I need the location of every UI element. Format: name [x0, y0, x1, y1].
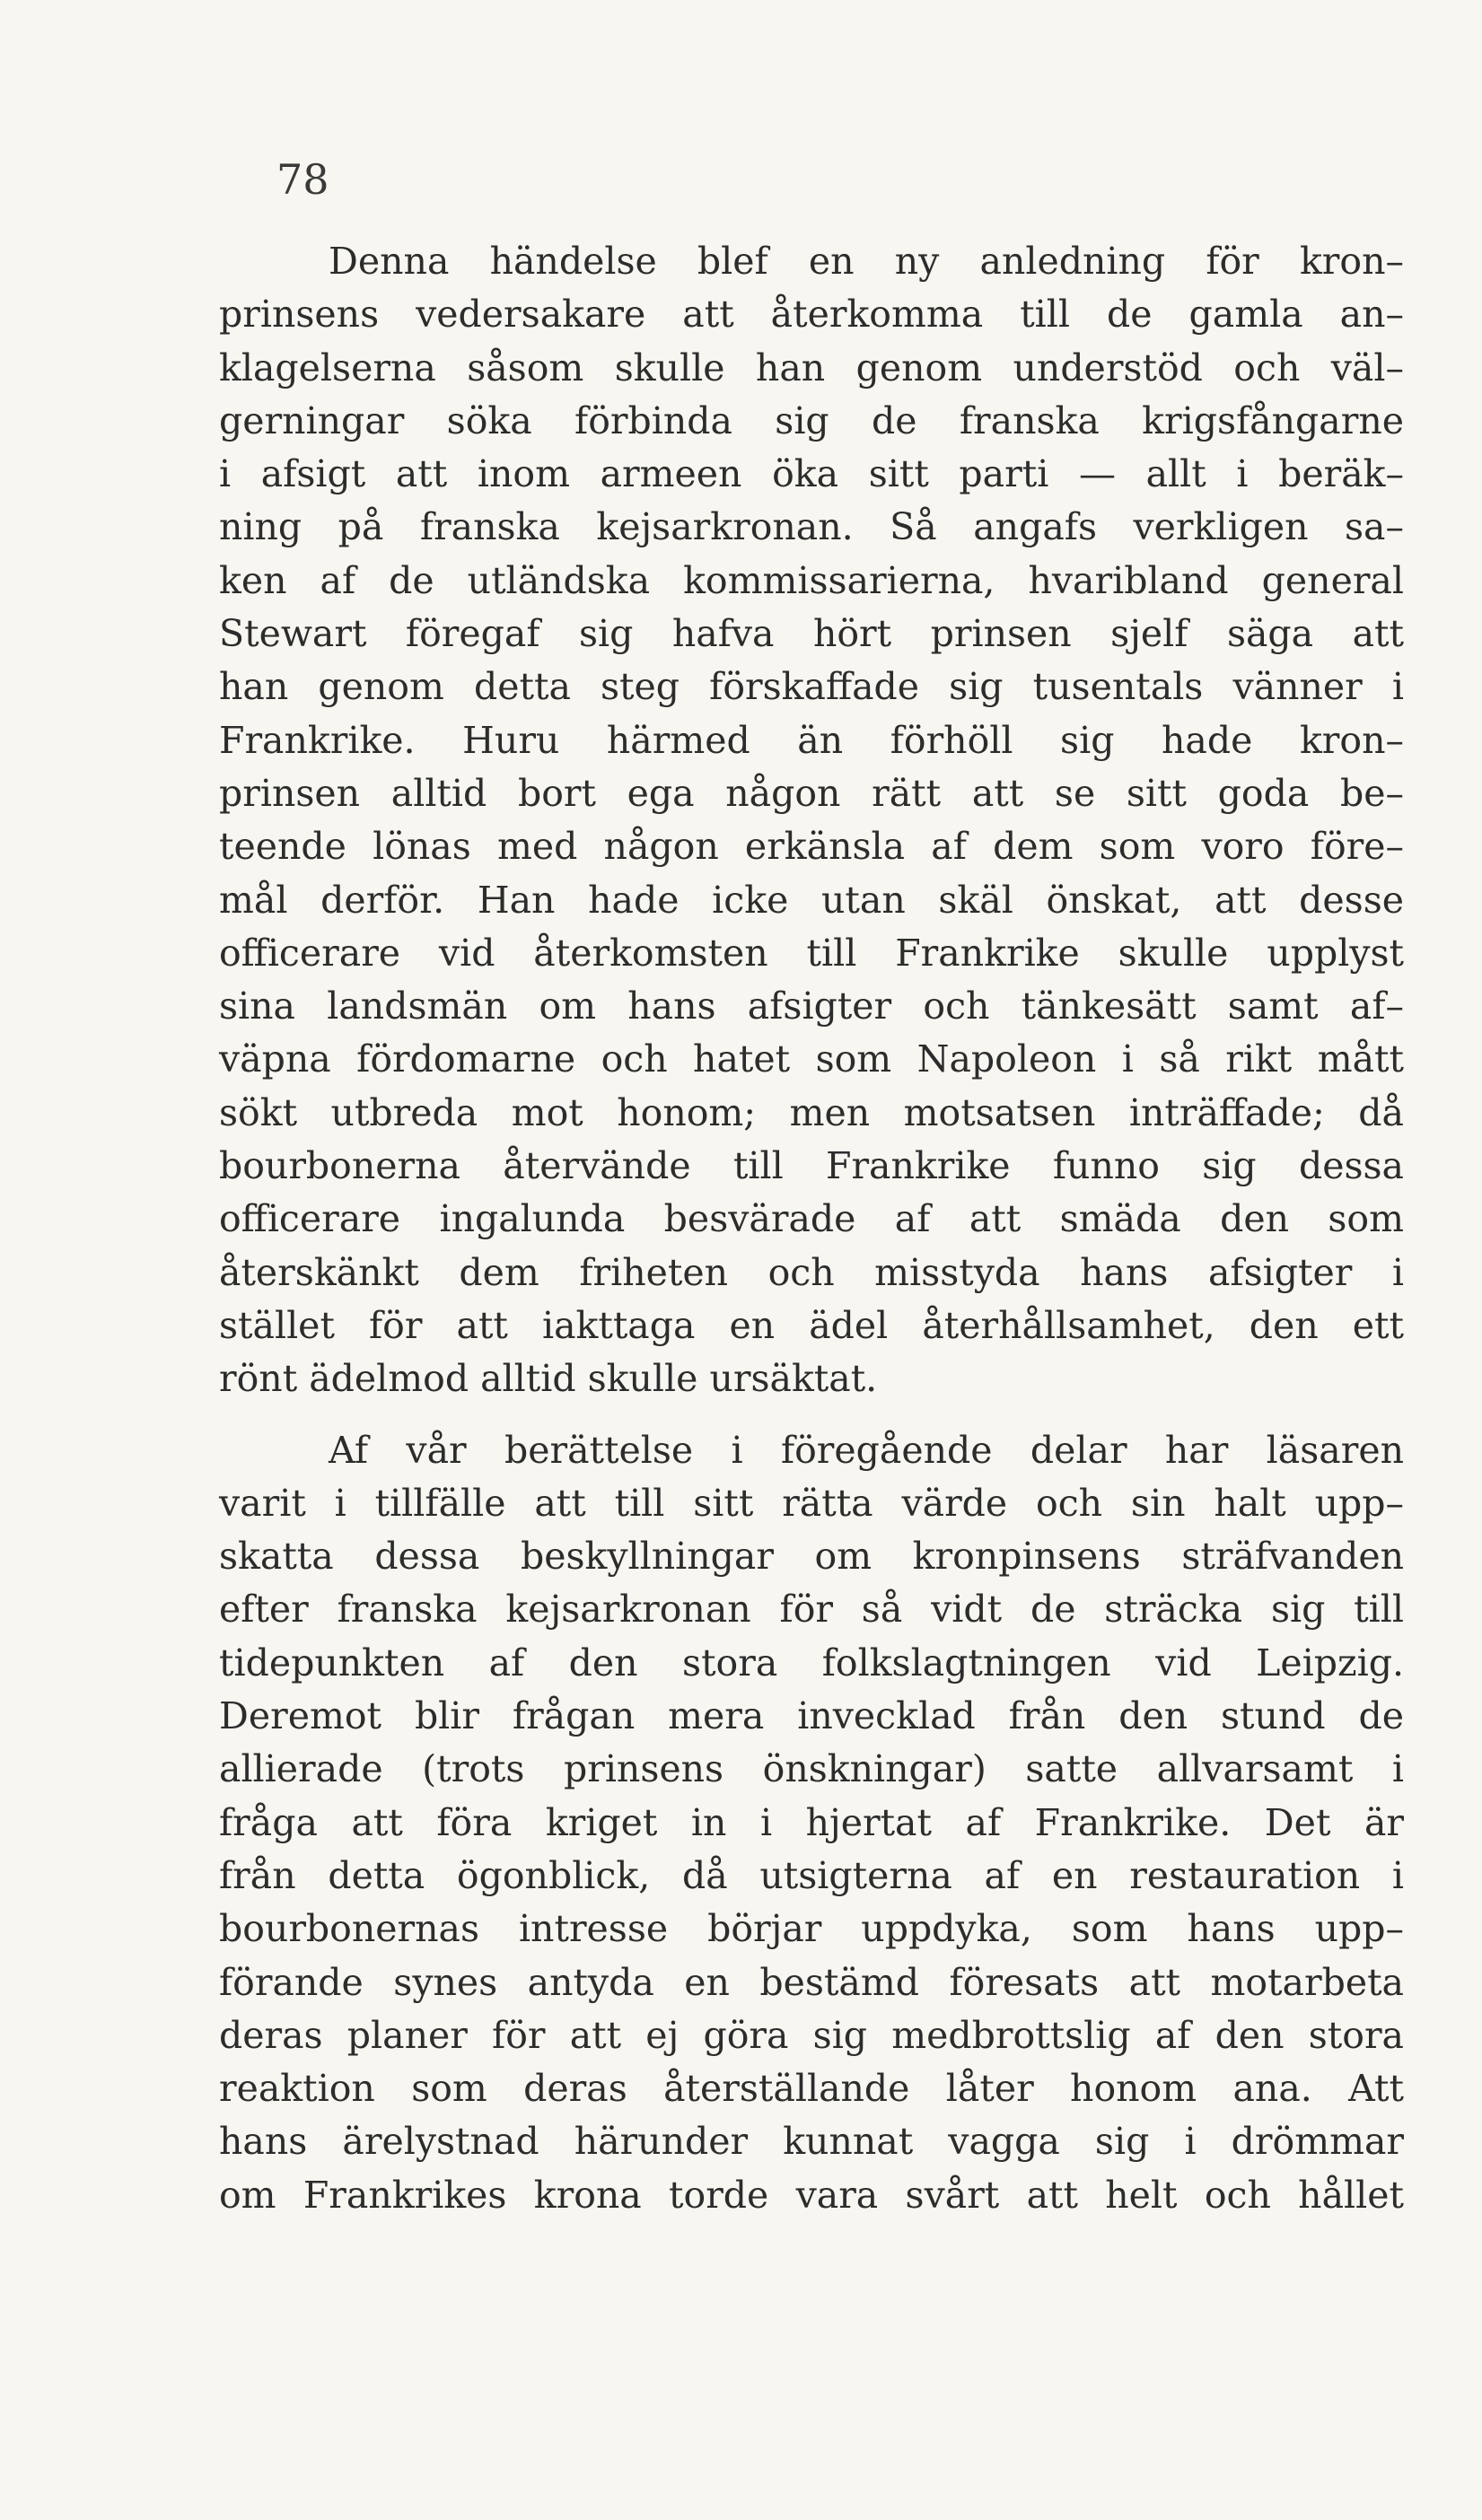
- text-line: Frankrike. Huru härmed än förhöll sig hade kron–: [219, 718, 1404, 762]
- text-line: sökt utbreda mot honom; men motsatsen inträffade; då: [219, 1090, 1404, 1134]
- text-line: tidepunkten af den stora folkslagtningen vid Leipzig.: [219, 1641, 1404, 1684]
- text-line: från detta ögonblick, då utsigterna af en restauration i: [219, 1853, 1404, 1897]
- text-line: officerare vid återkomsten till Frankrike skulle upplyst: [219, 931, 1404, 975]
- text-line: varit i tillfälle att till sitt rätta värde och sin halt upp–: [219, 1481, 1404, 1525]
- paragraph-1: [219, 235, 1404, 1406]
- text-line: deras planer för att ej göra sig medbrottslig af den stora: [219, 2013, 1404, 2057]
- text-line: allierade (trots prinsens önskningar) satte allvarsamt i: [219, 1747, 1404, 1791]
- text-line: teende lönas med någon erkänsla af dem som voro före–: [219, 825, 1404, 869]
- text-line: stället för att iakttaga en ädel återhållsamhet, den ett: [219, 1303, 1404, 1347]
- page-number: 78: [276, 155, 329, 204]
- text-line: gerningar söka förbinda sig de franska krigsfångarne: [219, 398, 1404, 442]
- text-line: i afsigt att inom armeen öka sitt parti — allt i beräk–: [219, 452, 1404, 496]
- text-line: bourbonernas intresse börjar uppdyka, som hans upp–: [219, 1907, 1404, 1951]
- text-line: fråga att föra kriget in i hjertat af Frankrike. Det är: [219, 1800, 1404, 1844]
- text-line: bourbonerna återvände till Frankrike funno sig dessa: [219, 1144, 1404, 1188]
- text-line: hans ärelystnad härunder kunnat vagga sig i drömmar: [219, 2120, 1404, 2164]
- text-line: om Frankrikes krona torde vara svårt att helt och hållet: [219, 2173, 1404, 2217]
- text-line: Af vår berättelse i föregående delar har läsaren: [329, 1428, 1404, 1472]
- text-line: mål derför. Han hade icke utan skäl önskat, att desse: [219, 878, 1404, 922]
- text-line: prinsen alltid bort ega någon rätt att se sitt goda be–: [219, 771, 1404, 815]
- text-line: ning på franska kejsarkronan. Så angafs verkligen sa–: [219, 505, 1404, 549]
- text-line: efter franska kejsarkronan för så vidt de sträcka sig till: [219, 1588, 1404, 1632]
- text-line: Deremot blir frågan mera invecklad från den stund de: [219, 1694, 1404, 1738]
- text-line: ken af de utländska kommissarierna, hvaribland general: [219, 558, 1404, 602]
- text-line: officerare ingalunda besvärade af att smäda den som: [219, 1197, 1404, 1241]
- paragraph-2: [219, 1424, 1404, 2222]
- text-line: sina landsmän om hans afsigter och tänkesätt samt af–: [219, 984, 1404, 1028]
- text-line: rönt ädelmod alltid skulle ursäktat.: [219, 1357, 878, 1401]
- paragraph-gap: [219, 1406, 1404, 1424]
- text-line: skatta dessa beskyllningar om kronpinsens sträfvanden: [219, 1535, 1404, 1579]
- text-line: reaktion som deras återställande låter honom ana. Att: [219, 2067, 1404, 2111]
- text-line: förande synes antyda en bestämd föresats att motarbeta: [219, 1960, 1404, 2004]
- text-line: Denna händelse blef en ny anledning för kron–: [329, 240, 1404, 283]
- text-line: han genom detta steg förskaffade sig tusentals vänner i: [219, 665, 1404, 709]
- text-line: Stewart föregaf sig hafva hört prinsen sjelf säga att: [219, 612, 1404, 656]
- text-line: klagelserna såsom skulle han genom understöd och väl–: [219, 346, 1404, 389]
- text-line: återskänkt dem friheten och misstyda hans afsigter i: [219, 1250, 1404, 1294]
- text-line: prinsens vedersakare att återkomma till de gamla an–: [219, 293, 1404, 337]
- text-line: väpna fördomarne och hatet som Napoleon i så rikt mått: [219, 1037, 1404, 1081]
- body-text: [219, 235, 1404, 2222]
